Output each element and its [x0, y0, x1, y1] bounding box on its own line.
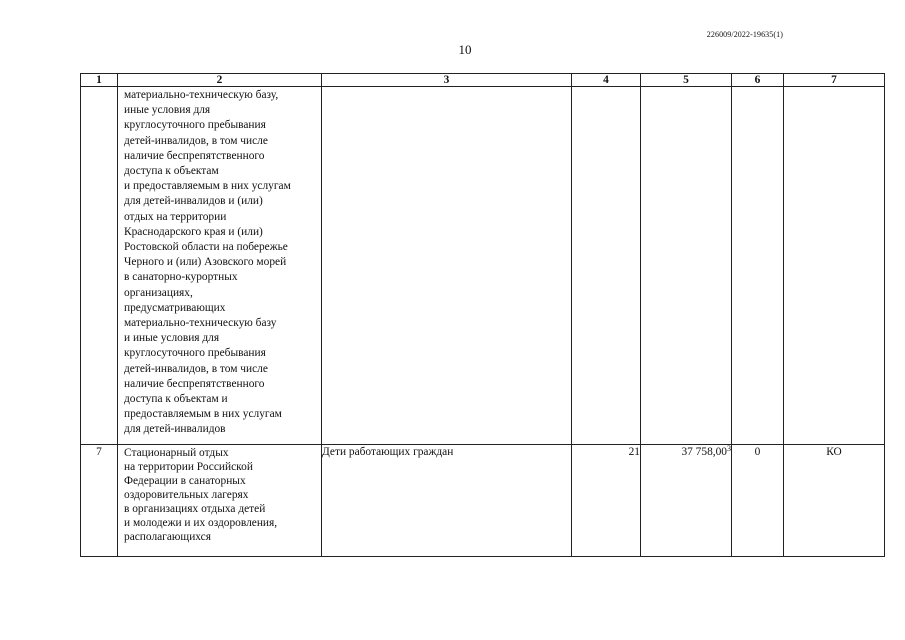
document-id: 226009/2022-19635(1)	[706, 30, 783, 39]
row-col6: 0	[732, 445, 784, 557]
row-days: 21	[572, 445, 641, 557]
row-number: 7	[81, 445, 118, 557]
cost-footnote: 3	[727, 444, 731, 453]
data-table	[80, 73, 885, 557]
cost-value: 37 758,00	[681, 446, 727, 458]
column-header: 5	[641, 74, 732, 87]
column-header: 4	[572, 74, 641, 87]
row-description: Стационарный отдых на территории Российской Федерации в санаторных оздоровительных лагерях в организациях отдыха детей и молодежи и их оздоровления, располагающихся	[124, 447, 278, 543]
continuation-text: материально-техническую базу, иные условия для круглосуточного пребывания детей-инвалидов, в том числе наличие беспрепятственного доступа к объектам и предоставляемым в них услугам для детей-инвалидов и (или) отдых на территории Краснодарского края и (или) Ростовской области на побережье Черного и (или) Азовского морей в санаторно-курортных организациях, предусматривающих материально-техническую базу и иные условия для круглосуточного пребывания детей-инвалидов, в том числе наличие беспрепятственного доступа к объектам и предоставляемым в них услугам для детей-инвалидов	[124, 89, 291, 436]
column-header: 7	[784, 74, 885, 87]
row-col7: КО	[784, 445, 885, 557]
column-header: 2	[118, 74, 322, 87]
row-category: Дети работающих граждан	[322, 445, 572, 557]
page-number: 10	[458, 42, 472, 57]
column-header: 3	[322, 74, 572, 87]
row-cost	[641, 445, 732, 557]
column-header: 1	[81, 74, 118, 87]
table-header-row	[81, 74, 885, 87]
table-row	[81, 87, 885, 445]
column-header: 6	[732, 74, 784, 87]
table-row	[81, 445, 885, 557]
